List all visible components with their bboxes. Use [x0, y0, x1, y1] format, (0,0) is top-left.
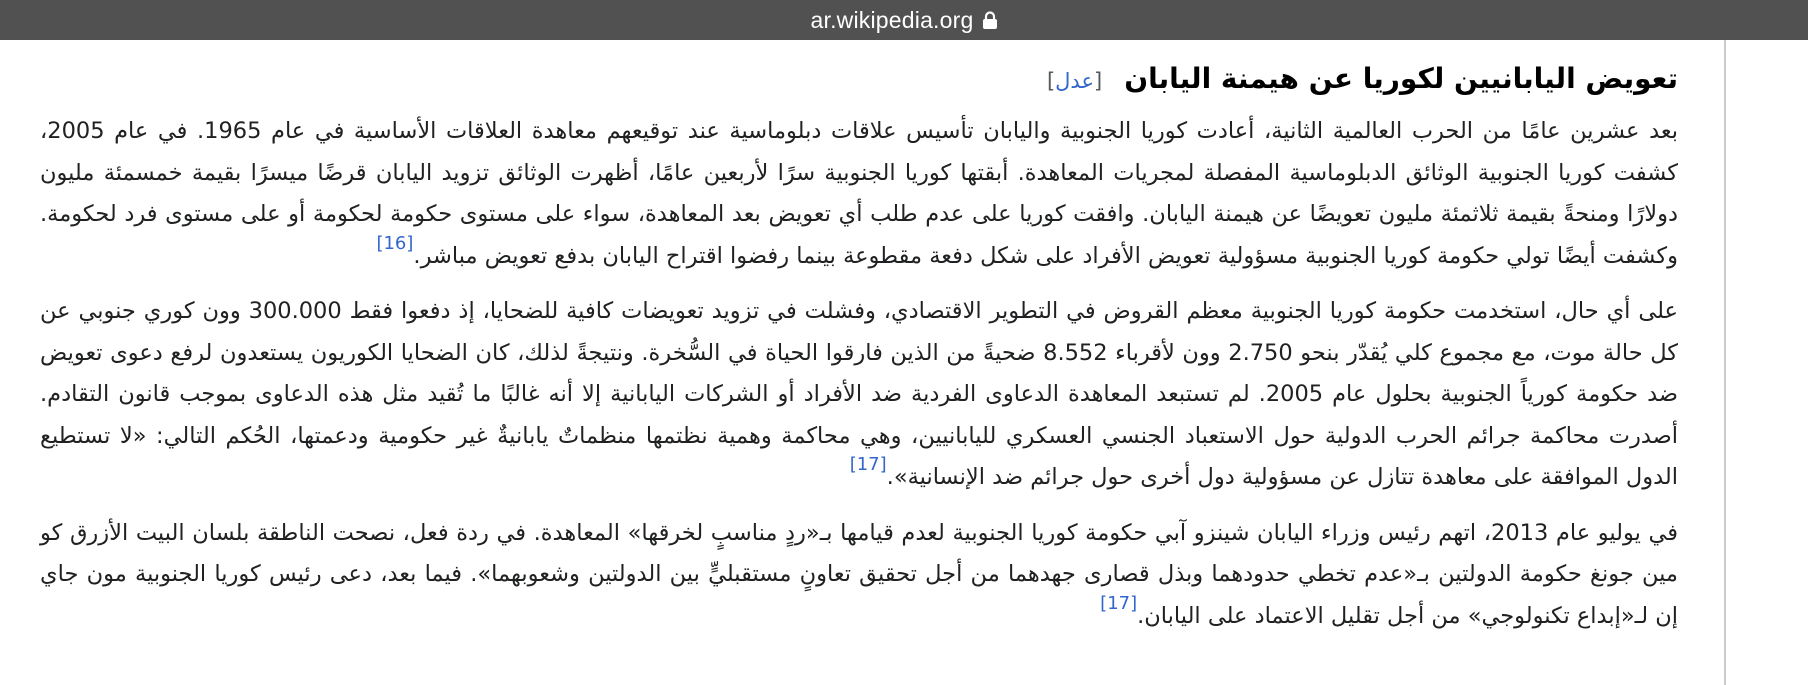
- url-text: ar.wikipedia.org: [810, 6, 974, 33]
- section-heading: [40, 56, 1678, 97]
- citation-link[interactable]: [16]: [376, 232, 414, 254]
- citation-link[interactable]: [17]: [849, 454, 887, 475]
- paragraph-2: [40, 291, 1678, 499]
- paragraph-text: على أي حال، استخدمت حكومة كوريا الجنوبية معظم القروض في التطوير الاقتصادي، وفشلت في تزويد تعويضات كافية للضحايا، إذ دفعوا فقط 300.000 وون كوري جنوبي عن كل حالة موت، مع مجموع كلي يُقدّر بنحو 2.750 وون لأقرباء 8.552 ضحيةً من الذين فارقوا الحياة في السُّخرة. ونتيجةً لذلك، كان الضحايا الكوريون يستعدون لرفع دعوى تعويض ضد حكومة كورياً الجنوبية بحلول عام 2005. لم تستبعد المعاهدة الدعاوى الفردية ضد الأفراد أو الشركات اليابانية إلا أنه غالبًا ما تُقيد مثل هذه الدعاوى بموجب قانون التقادم. أصدرت محاكمة جرائم الحرب الدولية حول الاستعباد الجنسي العسكري لليابانيين، وهي محاكمة وهمية نظتمها منظماتٌ يابانيةٌ غير حكومية ودعمتها، الحُكم التالي: «لا تستطيع الدول الموافقة على معاهدة تتازل عن مسؤولية دول أخرى حول جرائم ضد الإنسانية».: [40, 298, 1679, 490]
- browser-address-bar[interactable]: [0, 0, 1808, 40]
- edit-section-link[interactable]: [1047, 69, 1102, 93]
- paragraph-1: [40, 111, 1678, 277]
- citation-ref[interactable]: [1100, 593, 1137, 614]
- citation-ref[interactable]: [850, 454, 887, 475]
- citation-ref[interactable]: [376, 233, 413, 254]
- edit-bracket-close: ]: [1046, 69, 1056, 93]
- lock-icon: [982, 11, 998, 29]
- edit-bracket-open: [: [1093, 69, 1103, 93]
- content-border: [1724, 40, 1726, 685]
- article-content: [40, 56, 1678, 651]
- paragraph-text: في يوليو عام 2013، اتهم رئيس وزراء اليابان شينزو آبي حكومة كوريا الجنوبية لعدم قيامها بـ«ردٍ مناسبٍ لخرقها» المعاهدة. في ردة فعل، نصحت الناطقة بلسان البيت الأزرق كو مين جونغ حكومة الدولتين بـ«عدم تخطي حدودهما وبذل قصارى جهدهما من أجل تحقيق تعاونٍ مستقبليٍّ بين الدولتين وشعوبهما». فيما بعد، دعى رئيس كوريا الجنوبية مون جاي إن لـ«إبداع تكنولوجي» من أجل تقليل الاعتماد على اليابان.: [40, 519, 1678, 629]
- paragraph-3: [40, 513, 1678, 638]
- section-title: تعويض اليابانيين لكوريا عن هيمنة اليابان: [1124, 62, 1678, 95]
- edit-link[interactable]: عدل: [1055, 69, 1094, 93]
- paragraph-text: بعد عشرين عامًا من الحرب العالمية الثانية، أعادت كوريا الجنوبية واليابان تأسيس علاقات دبلوماسية عند توقيعهم معاهدة العلاقات الأساسية في عام 1965. في عام 2005، كشفت كوريا الجنوبية الوثائق الدبلوماسية المفصلة لمجريات المعاهدة. أبقتها كوريا الجنوبية سرًا لأربعين عامًا، أظهرت الوثائق تزويد اليابان قرضًا ميسرًا بقيمة خمسمئة مليون دولارًا ومنحةً بقيمة ثلاثمئة مليون تعويضًا عن هيمنة اليابان. وافقت كوريا على عدم طلب أي تعويض بعد المعاهدة، سواء على مستوى حكومة لحكومة أو على مستوى فرد لحكومة. وكشفت أيضًا تولي حكومة كوريا الجنوبية مسؤولية تعويض الأفراد على شكل دفعة مقطوعة بينما رفضوا اقتراح اليابان بدفع تعويض مباشر.: [40, 118, 1678, 269]
- url-display[interactable]: [810, 7, 997, 34]
- citation-link[interactable]: [17]: [1100, 592, 1138, 614]
